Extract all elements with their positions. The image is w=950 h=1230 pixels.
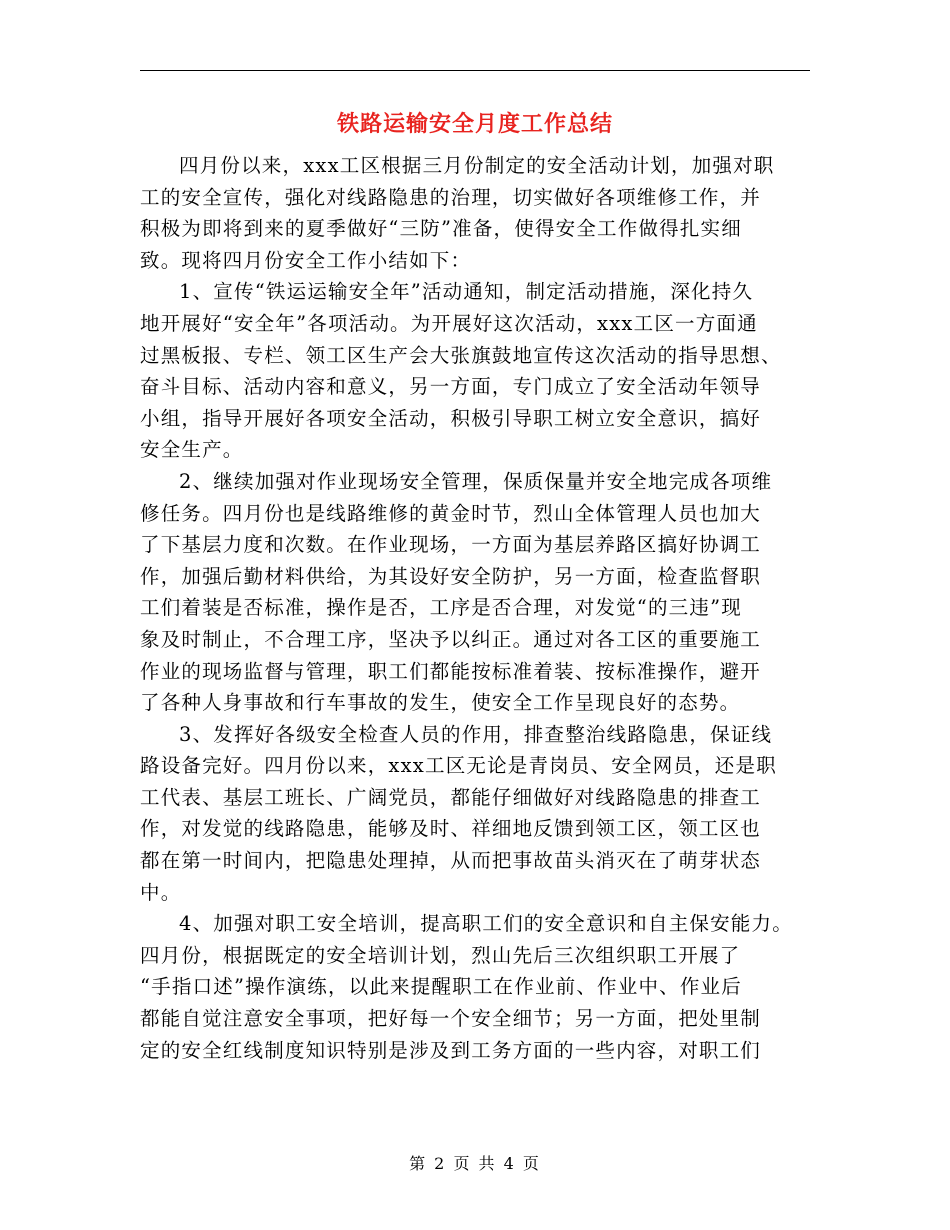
text-line: 地开展好“安全年”各项活动。为开展好这次活动，xxx工区一方面通 [140,311,758,335]
text-line: “手指口述”操作演练，以此来提醒职工在作业前、作业中、作业后 [140,975,742,999]
text-line: 都能自觉注意安全事项，把好每一个安全细节；另一方面，把处里制 [140,1007,762,1031]
text-line: 了各种人身事故和行车事故的发生，使安全工作呈现良好的态势。 [140,691,741,715]
text-line: 4、加强对职工安全培训，提高职工们的安全意识和自主保安能力。 [179,912,793,936]
page-number-footer: 第 2 页 共 4 页 [409,1154,541,1173]
text-line: 定的安全红线制度知识特别是涉及到工务方面的一些内容，对职工们 [140,1038,762,1062]
text-line: 1、宣传“铁运运输安全年”活动通知，制定活动措施，深化持久 [179,280,754,304]
header-rule [140,70,810,71]
paragraph-item-1 [140,276,816,466]
text-line: 中。 [140,880,182,904]
text-line: 致。现将四月份安全工作小结如下： [140,248,472,272]
document-body [140,150,816,1066]
paragraph-item-4 [140,908,816,1066]
paragraph-intro [140,150,816,276]
text-line: 工代表、基层工班长、广阔党员，都能仔细做好对线路隐患的排查工 [140,785,762,809]
text-line: 奋斗目标、活动内容和意义，另一方面，专门成立了安全活动年领导 [140,375,762,399]
paragraph-item-3 [140,719,816,909]
text-line: 2、继续加强对作业现场安全管理，保质保量并安全地完成各项维 [179,469,773,493]
text-line: 3、发挥好各级安全检查人员的作用，排查整治线路隐患，保证线 [179,722,773,746]
text-line: 了下基层力度和次数。在作业现场，一方面为基层养路区搞好协调工 [140,533,762,557]
text-line: 安全生产。 [140,438,244,462]
text-line: 都在第一时间内，把隐患处理掉，从而把事故苗头消灭在了萌芽状态 [140,849,762,873]
text-line: 工们着装是否标准，操作是否，工序是否合理，对发觉“的三违”现 [140,596,742,620]
text-line: 工的安全宣传，强化对线路隐患的治理，切实做好各项维修工作，并 [140,185,762,209]
text-line: 路设备完好。四月份以来，xxx工区无论是青岗员、安全网员，还是职 [140,754,777,778]
text-line: 积极为即将到来的夏季做好“三防”准备，使得安全工作做得扎实细 [140,217,742,241]
text-line: 四月份以来，xxx工区根据三月份制定的安全活动计划，加强对职 [179,154,775,177]
text-line: 过黑板报、专栏、领工区生产会大张旗鼓地宣传这次活动的指导思想、 [140,343,782,367]
text-line: 作，对发觉的线路隐患，能够及时、祥细地反馈到领工区，领工区也 [140,817,762,841]
text-line: 小组，指导开展好各项安全活动，积极引导职工树立安全意识，搞好 [140,406,762,430]
text-line: 作业的现场监督与管理，职工们都能按标准着装、按标准操作，避开 [140,659,762,683]
paragraph-item-2 [140,466,816,719]
text-line: 四月份，根据既定的安全培训计划，烈山先后三次组织职工开展了 [140,943,741,967]
text-line: 修任务。四月份也是线路维修的黄金时节，烈山全体管理人员也加大 [140,501,762,525]
document-title: 铁路运输安全月度工作总结 [336,111,613,137]
text-line: 作，加强后勤材料供给，为其设好安全防护，另一方面，检查监督职 [140,564,762,588]
text-line: 象及时制止，不合理工序，坚决予以纠正。通过对各工区的重要施工 [140,627,762,651]
